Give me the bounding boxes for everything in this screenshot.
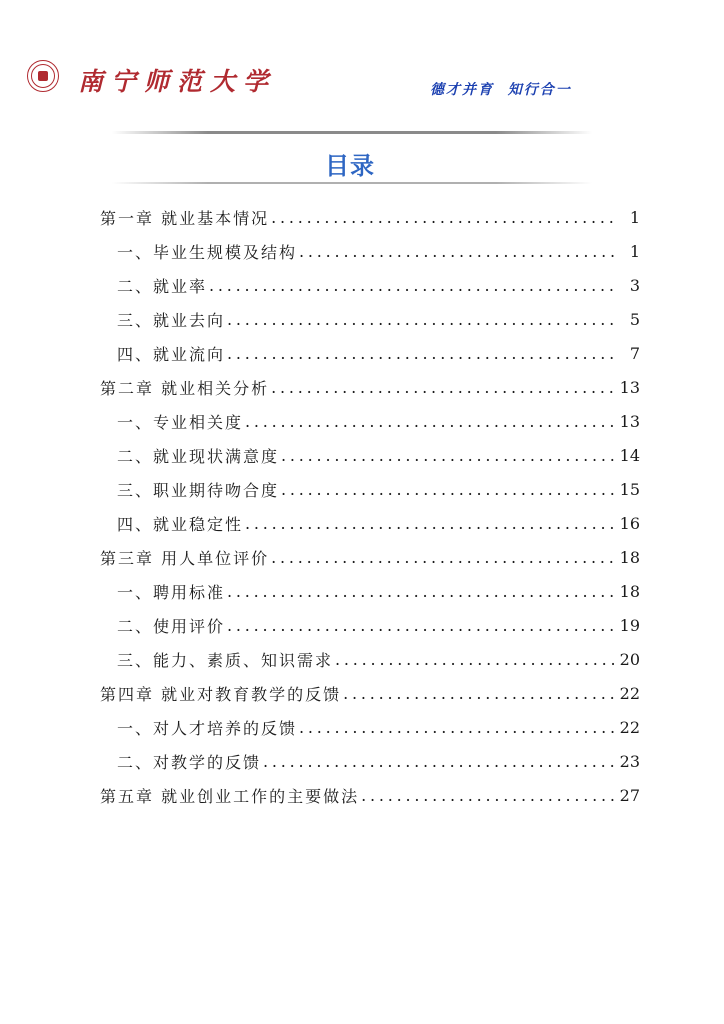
toc-entry-chapter-2[interactable]: [100, 370, 640, 404]
toc-entry-chapter-1[interactable]: [100, 200, 640, 234]
toc-page-number: 3: [629, 275, 640, 295]
toc-dot-leader: [343, 684, 614, 703]
toc-entry-section[interactable]: [117, 336, 640, 370]
toc-dot-leader: [281, 480, 614, 499]
toc-page-number: 15: [619, 479, 640, 499]
toc-entry-chapter-5[interactable]: [100, 778, 640, 812]
toc-entry-section[interactable]: [117, 642, 640, 676]
toc-page-number: 20: [619, 649, 640, 669]
toc-dot-leader: [271, 208, 616, 227]
university-motto: 德才并育 知行合一: [430, 82, 572, 98]
toc-dot-leader: [227, 344, 616, 363]
toc-page-number: 5: [629, 309, 640, 329]
toc-dot-leader: [245, 412, 614, 431]
toc-page-number: 22: [619, 683, 640, 703]
toc-entry-section[interactable]: [117, 710, 640, 744]
toc-entry-chapter-3[interactable]: [100, 540, 640, 574]
toc-entry-label: 二、就业现状满意度: [117, 446, 280, 466]
toc-dot-leader: [299, 242, 616, 261]
toc-entry-label: 第四章 就业对教育教学的反馈: [100, 684, 342, 704]
toc-entry-section[interactable]: [117, 472, 640, 506]
toc-entry-section[interactable]: [117, 608, 640, 642]
toc-page-number: 23: [619, 751, 640, 771]
title-divider-bottom: [112, 182, 592, 184]
toc-page-number: 19: [619, 615, 640, 635]
toc-page-number: 7: [629, 343, 640, 363]
toc-entry-label: 二、对教学的反馈: [117, 752, 262, 772]
toc-entry-label: 一、毕业生规模及结构: [117, 242, 298, 262]
toc-entry-section[interactable]: [117, 302, 640, 336]
university-name: 南宁师范大学: [78, 67, 277, 96]
toc-entry-label: 第二章 就业相关分析: [100, 378, 270, 398]
toc-entry-label: 三、能力、素质、知识需求: [117, 650, 334, 670]
toc-page-number: 18: [619, 581, 640, 601]
toc-entry-label: 四、就业流向: [117, 344, 226, 364]
toc-page-number: 13: [619, 411, 640, 431]
toc-dot-leader: [335, 650, 614, 669]
toc-entry-label: 二、就业率: [117, 276, 208, 296]
toc-page-number: 16: [619, 513, 640, 533]
toc-entry-section[interactable]: [117, 268, 640, 302]
toc-page-number: 27: [619, 785, 640, 805]
toc-title: 目录: [325, 152, 375, 180]
toc-dot-leader: [361, 786, 614, 805]
toc-entry-section[interactable]: [117, 744, 640, 778]
toc-dot-leader: [245, 514, 614, 533]
toc-entry-section[interactable]: [117, 506, 640, 540]
toc-entry-label: 三、职业期待吻合度: [117, 480, 280, 500]
toc-entry-label: 四、就业稳定性: [117, 514, 244, 534]
toc-entry-label: 二、使用评价: [117, 616, 226, 636]
toc-page-number: 22: [619, 717, 640, 737]
toc-dot-leader: [271, 378, 614, 397]
toc-entry-label: 第三章 用人单位评价: [100, 548, 270, 568]
toc-entry-section[interactable]: [117, 438, 640, 472]
toc-page-number: 1: [629, 241, 640, 261]
toc-entry-label: 一、专业相关度: [117, 412, 244, 432]
toc-page-number: 13: [619, 377, 640, 397]
toc-dot-leader: [227, 310, 616, 329]
toc-entry-chapter-4[interactable]: [100, 676, 640, 710]
toc-dot-leader: [299, 718, 614, 737]
toc-entry-section[interactable]: [117, 234, 640, 268]
toc-dot-leader: [227, 582, 614, 601]
toc-entry-label: 三、就业去向: [117, 310, 226, 330]
toc-dot-leader: [263, 752, 614, 771]
university-seal-icon: [27, 60, 59, 92]
title-divider-top: [112, 131, 592, 134]
toc-dot-leader: [209, 276, 616, 295]
toc-entry-label: 一、对人才培养的反馈: [117, 718, 298, 738]
toc-entry-section[interactable]: [117, 404, 640, 438]
toc-dot-leader: [281, 446, 614, 465]
toc-entry-label: 第一章 就业基本情况: [100, 208, 270, 228]
toc-page-number: 1: [629, 207, 640, 227]
toc-dot-leader: [271, 548, 614, 567]
page-header: [0, 0, 724, 120]
toc-entry-section[interactable]: [117, 574, 640, 608]
toc-entry-label: 第五章 就业创业工作的主要做法: [100, 786, 360, 806]
toc-page-number: 14: [619, 445, 640, 465]
toc-entry-label: 一、聘用标准: [117, 582, 226, 602]
toc-dot-leader: [227, 616, 614, 635]
toc-page-number: 18: [619, 547, 640, 567]
